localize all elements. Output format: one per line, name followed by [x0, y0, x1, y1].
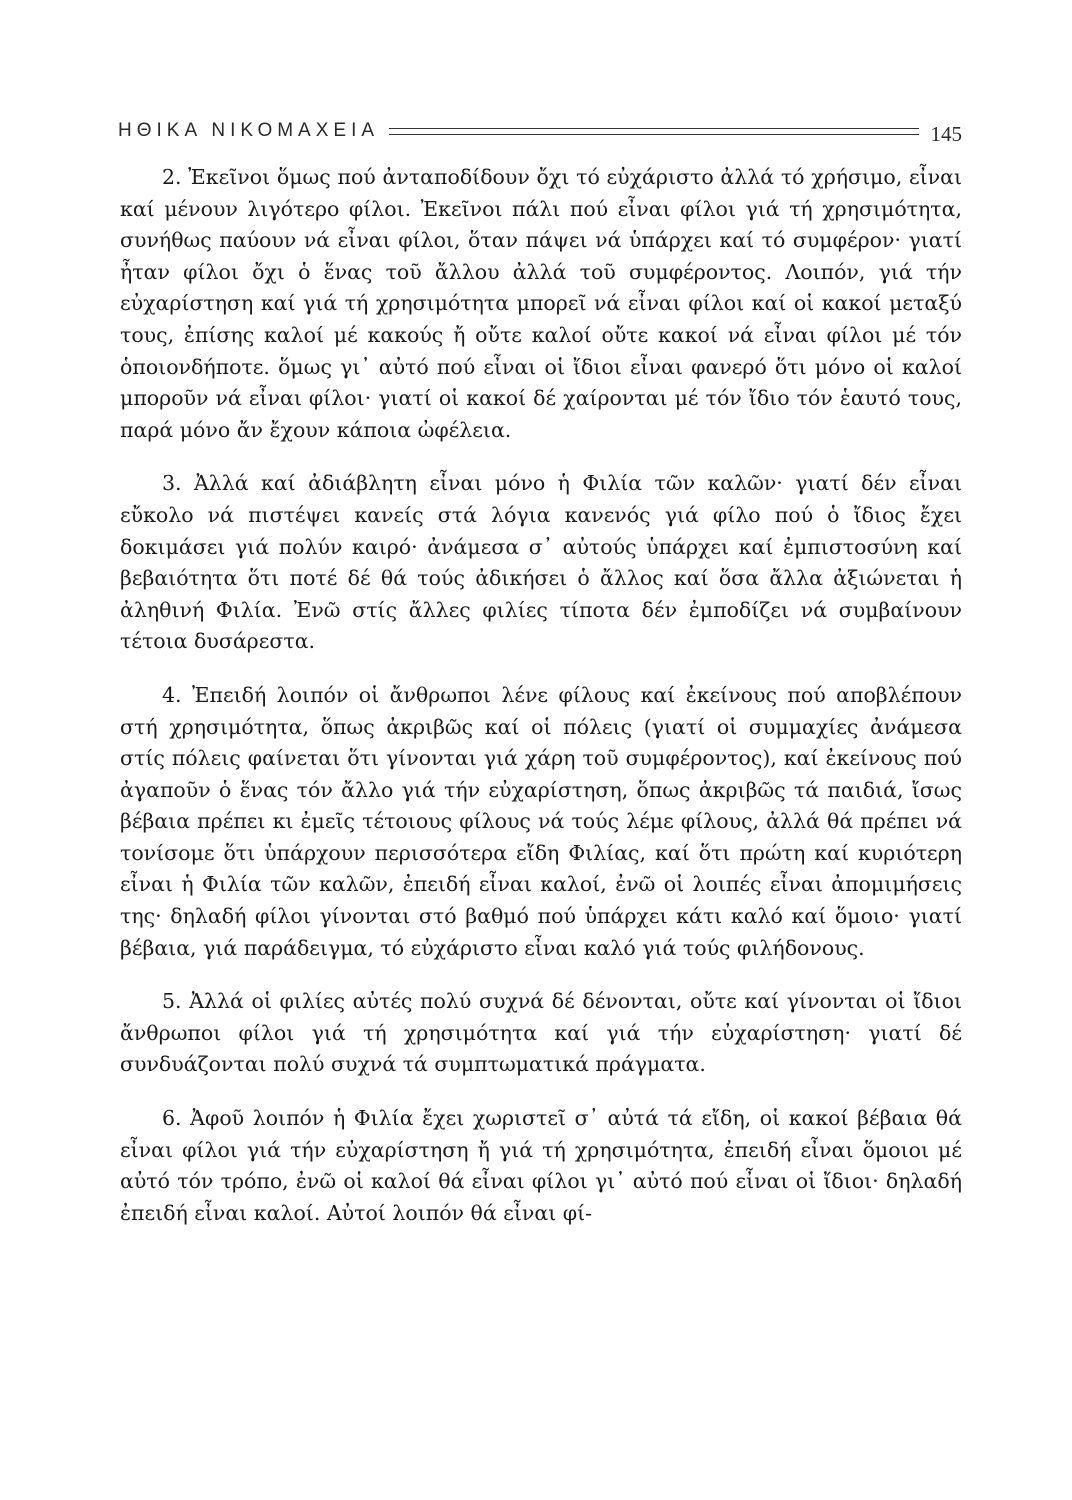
page-number: 145 — [930, 121, 962, 146]
header-double-rule — [389, 128, 918, 135]
page-header — [118, 116, 962, 146]
paragraph-6: 6. Ἀφοῦ λοιπόν ἡ Φιλία ἔχει χωριστεῖ σ᾽ αὐτά τά εἴδη, οἱ κακοί βέβαια θά εἶναι φίλοι γιά τήν εὐχαρίστηση ἤ γιά τή χρησιμότητα, ἐπειδή εἶναι ὅμοιοι μέ αὐτό τόν τρόπο, ἐνῶ οἱ καλοί θά εἶναι φίλοι γι᾽ αὐτό πού εἶναι οἱ ἴδιοι· δηλαδή ἐπειδή εἶναι καλοί. Αὐτοί λοιπόν θά εἶναι φί- — [120, 1106, 962, 1225]
paragraph-5: 5. Ἀλλά οἱ φιλίες αὐτές πολύ συχνά δέ δένονται, οὔτε καί γίνονται οἱ ἴδιοι ἄνθρωποι φίλοι γιά τή χρησιμότητα καί γιά τήν εὐχαρίστηση· γιατί δέ συνδυάζονται πολύ συχνά τά συμπτωματικά πράγματα. — [120, 989, 962, 1077]
page-body — [120, 162, 962, 1251]
paragraph-2: 2. Ἐκεῖνοι ὅμως πού ἀνταποδίδουν ὄχι τό εὐχάριστο ἀλλά τό χρήσιμο, εἶναι καί μένουν λιγότερο φίλοι. Ἐκεῖνοι πάλι πού εἶναι φίλοι γιά τή χρησιμότητα, συνήθως παύουν νά εἶναι φίλοι, ὅταν πάψει νά ὑπάρχει καί τό συμφέρον· γιατί ἦταν φίλοι ὄχι ὁ ἕνας τοῦ ἄλλου ἀλλά τοῦ συμφέροντος. Λοιπόν, γιά τήν εὐχαρίστηση καί γιά τή χρησιμότητα μπορεῖ νά εἶναι φίλοι καί οἱ κακοί μεταξύ τους, ἐπίσης καλοί μέ κακούς ἤ οὔτε καλοί οὔτε κακοί νά εἶναι φίλοι μέ τόν ὁποιονδήποτε. ὅμως γι᾽ αὐτό πού εἶναι οἱ ἴδιοι εἶναι φανερό ὅτι μόνο οἱ καλοί μποροῦν νά εἶναι φίλοι· γιατί οἱ κακοί δέ χαίρονται μέ τόν ἴδιο τόν ἑαυτό τους, παρά μόνο ἄν ἔχουν κάποια ὠφέλεια. — [120, 165, 962, 442]
running-title: ΗΘΙΚΑ ΝΙΚΟΜΑΧΕΙΑ — [118, 120, 380, 141]
paragraph-4: 4. Ἐπειδή λοιπόν οἱ ἄνθρωποι λένε φίλους καί ἐκείνους πού αποβλέπουν στή χρησιμότητα, ὅπως ἀκριβῶς καί οἱ πόλεις (γιατί οἱ συμμαχίες ἀνάμεσα στίς πόλεις φαίνεται ὅτι γίνονται γιά χάρη τοῦ συμφέροντος), καί ἐκείνους πού ἀγαποῦν ὁ ἕνας τόν ἄλλο γιά τήν εὐχαρίστηση, ὅπως ἀκριβῶς τά παιδιά, ἴσως βέβαια πρέπει κι ἐμεῖς τέτοιους φίλους νά τούς λέμε φίλους, ἀλλά θά πρέπει νά τονίσομε ὅτι ὑπάρχουν περισσότερα εἴδη Φιλίας, καί ὅτι πρώτη καί κυριότερη εἶναι ἡ Φιλία τῶν καλῶν, ἐπειδή εἶναι καλοί, ἐνῶ οἱ λοιπές εἶναι ἀπομιμήσεις της· δηλαδή φίλοι γίνονται στό βαθμό πού ὑπάρχει κάτι καλό καί ὅμοιο· γιατί βέβαια, γιά παράδειγμα, τό εὐχάριστο εἶναι καλό γιά τούς φιλήδονους. — [120, 682, 962, 960]
paragraph-3: 3. Ἀλλά καί ἀδιάβλητη εἶναι μόνο ἡ Φιλία τῶν καλῶν· γιατί δέν εἶναι εὔκολο νά πιστέψει κανείς στά λόγια κανενός γιά φίλο πού ὁ ἴδιος ἔχει δοκιμάσει γιά πολύν καιρό· ἀνάμεσα σ᾽ αὐτούς ὑπάρχει καί ἐμπιστοσύνη καί βεβαιότητα ὅτι ποτέ δέ θά τούς ἀδικήσει ὁ ἄλλος καί ὅσα ἄλλα ἀξιώνεται ἡ ἀληθινή Φιλία. Ἐνῶ στίς ἄλλες φιλίες τίποτα δέν ἐμποδίζει νά συμβαίνουν τέτοια δυσάρεστα. — [120, 471, 962, 654]
